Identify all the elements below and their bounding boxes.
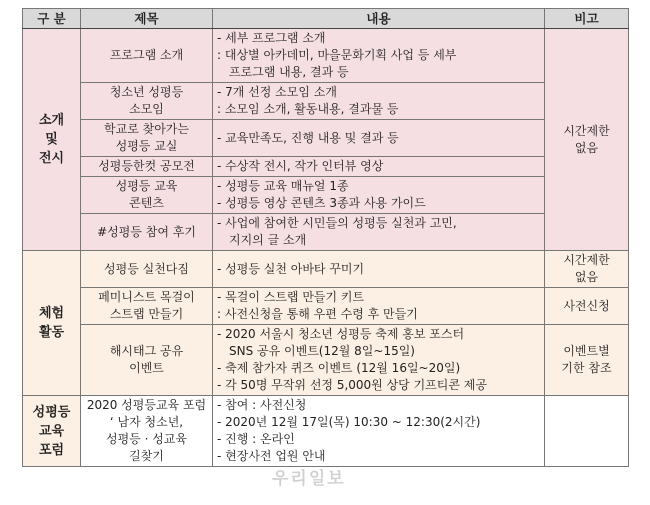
- row-content: - 성평등 교육 매뉴얼 1종 - 성평등 영상 콘텐츠 3종과 사용 가이드: [213, 177, 545, 214]
- table-row: [23, 120, 629, 157]
- row-note: 시간제한 없음: [545, 251, 629, 288]
- header-note: 비고: [545, 9, 629, 29]
- watermark: 우리일보: [272, 469, 346, 489]
- row-content: - 수상작 전시, 작가 인터뷰 영상: [213, 157, 545, 177]
- header-content: 내용: [213, 9, 545, 29]
- row-content: - 세부 프로그램 소개 : 대상별 아카데미, 마을문화기획 사업 등 세부 프로그램 내용, 결과 등: [213, 29, 545, 83]
- row-title: 페미니스트 목걸이 스트랩 만들기: [81, 288, 213, 325]
- row-content: - 교육만족도, 진행 내용 및 결과 등: [213, 120, 545, 157]
- table-row: [23, 325, 629, 396]
- table-row: [23, 157, 629, 177]
- header-category: 구 분: [23, 9, 81, 29]
- row-content: - 7개 선정 소모임 소개 : 소모임 소개, 활동내용, 결과물 등: [213, 83, 545, 120]
- section-label: 체험 활동: [23, 251, 81, 396]
- row-content: - 참여 : 사전신청 - 2020년 12월 17일(목) 10:30 ~ 12:30(2시간) - 진행 : 온라인 - 현장사전 업원 안내: [213, 396, 545, 467]
- row-content: - 성평등 실천 아바타 꾸미기: [213, 251, 545, 288]
- row-title: 청소년 성평등 소모임: [81, 83, 213, 120]
- section-label: 성평등 교육 포럼: [23, 396, 81, 467]
- row-title: 2020 성평등교육 포럼 ‘ 남자 청소년, 성평등 · 성교육 길찾기: [81, 396, 213, 467]
- row-content: - 목걸이 스트랩 만들기 키트 : 사전신청을 통해 우편 수령 후 만들기: [213, 288, 545, 325]
- table-row: [23, 29, 629, 83]
- table-row: [23, 177, 629, 214]
- row-title: #성평등 참여 후기: [81, 214, 213, 251]
- table-row: [23, 83, 629, 120]
- table-row: [23, 288, 629, 325]
- table-row: [23, 214, 629, 251]
- row-title: 성평등 교육 콘텐츠: [81, 177, 213, 214]
- section-label: 소개 및 전시: [23, 29, 81, 251]
- row-title: 성평등한컷 공모전: [81, 157, 213, 177]
- row-note: 사전신청: [545, 288, 629, 325]
- table-row: [23, 396, 629, 467]
- row-content: - 2020 서울시 청소년 성평등 축제 홍보 포스터 SNS 공유 이벤트(12월 8일~15일) - 축제 참가자 퀴즈 이벤트 (12월 16일~20일) - 각 50명 무작위 선정 5,000원 상당 기프티콘 제공: [213, 325, 545, 396]
- row-content: - 사업에 참여한 시민들의 성평등 실천과 고민, 지지의 글 소개: [213, 214, 545, 251]
- row-title: 학교로 찾아가는 성평등 교실: [81, 120, 213, 157]
- row-note: 시간제한 없음: [545, 29, 629, 251]
- row-note: [545, 396, 629, 467]
- table-row: [23, 251, 629, 288]
- row-title: 프로그램 소개: [81, 29, 213, 83]
- row-title: 성평등 실천다짐: [81, 251, 213, 288]
- table-header-row: [23, 9, 629, 29]
- row-title: 해시태그 공유 이벤트: [81, 325, 213, 396]
- row-note: 이벤트별 기한 참조: [545, 325, 629, 396]
- program-table: [22, 8, 629, 467]
- header-title: 제목: [81, 9, 213, 29]
